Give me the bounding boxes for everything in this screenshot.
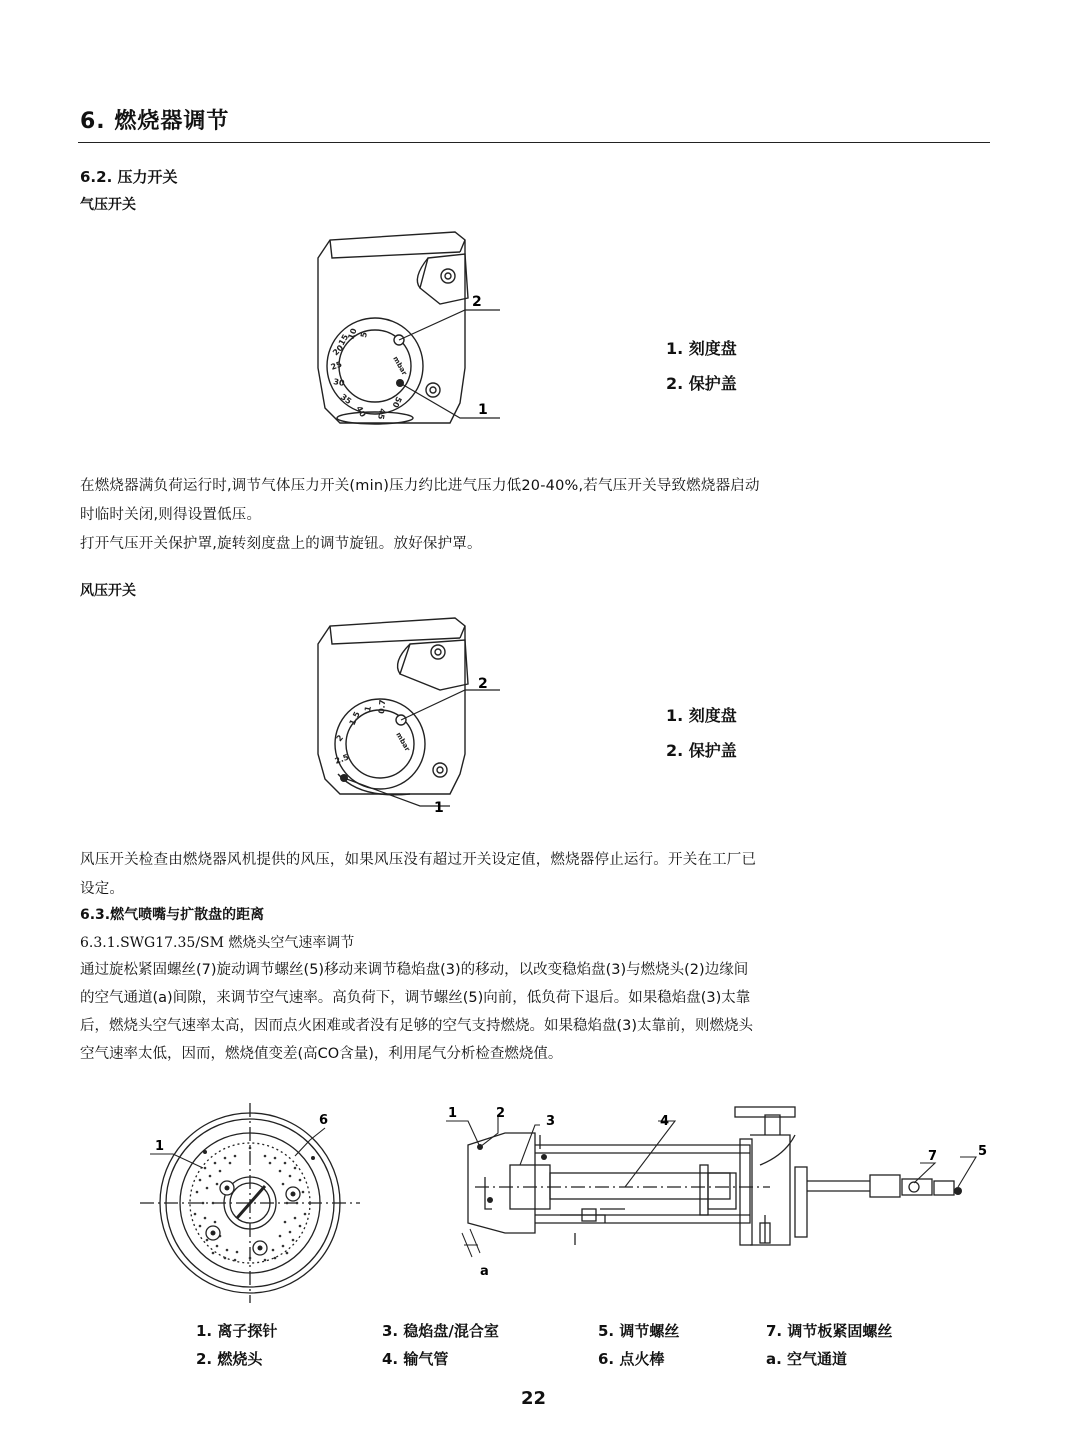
side-view-label-5: 5 (978, 1144, 988, 1159)
burner-side-section-view (440, 1105, 1000, 1285)
caption-item: a. 空气通道 (766, 1350, 848, 1368)
air-dial-tick: 1 (363, 705, 373, 713)
caption-column (382, 1317, 499, 1373)
paragraph-line: 的空气通道(a)间隙，来调节空气速率。高负荷下，调节螺丝(5)向前，低负荷下退后。如果稳焰盘(3)太靠 (80, 990, 751, 1006)
gas-dial-tick: 30 (332, 377, 346, 388)
paragraph-line: 风压开关检查由燃烧器风机提供的风压，如果风压没有超过开关设定值，燃烧器停止运行。开关在工厂已 (80, 852, 757, 868)
caption-item: 5. 调节螺丝 (598, 1322, 680, 1340)
caption-item: 7. 调节板紧固螺丝 (766, 1322, 893, 1340)
caption-item: 4. 输气管 (382, 1350, 449, 1368)
subsection-title-6-3-1: 6.3.1.SWG17.35/SM 燃烧头空气速率调节 (80, 935, 355, 951)
front-view-label-1: 1 (155, 1139, 165, 1154)
caption-column (196, 1317, 277, 1373)
header-rule (78, 142, 990, 143)
gas-dial-tick: 50 (390, 395, 404, 410)
caption-item: 1. 离子探针 (196, 1322, 278, 1340)
air-dial-tick: 0.7 (377, 699, 388, 715)
air-dial-unit: mbar (394, 731, 412, 753)
caption-column (598, 1317, 679, 1373)
side-view-label-a: a (480, 1264, 489, 1279)
gas-dial-tick: 10 (346, 327, 359, 341)
legend-item: 1. 刻度盘 (666, 706, 737, 725)
air-switch-text (80, 846, 756, 904)
caption-item: 3. 稳焰盘/混合室 (382, 1322, 499, 1340)
burner-head-front-view (145, 1108, 355, 1308)
air-dial-tick: 2.5 (333, 752, 351, 766)
side-view-label-4: 4 (660, 1114, 670, 1129)
air-dial-tick: 2 (334, 733, 346, 744)
legend-item: 1. 刻度盘 (666, 339, 737, 358)
air-figure-label-2: 2 (478, 676, 488, 692)
air-switch-legend (666, 703, 737, 773)
gas-switch-legend (666, 336, 737, 406)
gas-dial-unit: mbar (391, 355, 409, 377)
gas-figure-label-2: 2 (472, 294, 482, 310)
air-pressure-switch-figure (300, 604, 520, 824)
paragraph-line: 设定。 (80, 881, 125, 897)
paragraph-line: 在燃烧器满负荷运行时,调节气体压力开关(min)压力约比进气压力低20-40%,若气压开关导致燃烧器启动 (80, 478, 760, 494)
air-figure-label-1: 1 (434, 800, 444, 816)
side-view-label-1: 1 (448, 1106, 458, 1121)
air-rate-text (80, 956, 753, 1068)
side-view-label-7: 7 (928, 1149, 938, 1164)
side-view-label-2: 2 (496, 1106, 506, 1121)
gas-dial-tick: 40 (354, 404, 368, 419)
gas-dial-tick: 35 (338, 392, 354, 407)
gas-dial-tick: 45 (376, 407, 387, 421)
section-title: 6. 燃烧器调节 (80, 109, 230, 134)
gas-switch-title: 气压开关 (80, 197, 136, 213)
gas-pressure-switch-figure (300, 218, 520, 438)
paragraph-line: 时临时关闭,则得设置低压。 (80, 507, 262, 523)
subsection-title-6-3: 6.3.燃气喷嘴与扩散盘的距离 (80, 907, 265, 923)
side-view-label-3: 3 (546, 1114, 556, 1129)
gas-dial-tick: 5 (359, 331, 369, 339)
legend-item: 2. 保护盖 (666, 374, 737, 393)
paragraph-line: 通过旋松紧固螺丝(7)旋动调节螺丝(5)移动来调节稳焰盘(3)的移动，以改变稳焰盘(3)与燃烧头(2)边缘间 (80, 962, 749, 978)
legend-item: 2. 保护盖 (666, 741, 737, 760)
caption-item: 2. 燃烧头 (196, 1350, 263, 1368)
paragraph-line: 后，燃烧头空气速率太高，因而点火困难或者没有足够的空气支持燃烧。如果稳焰盘(3)太靠前，则燃烧头 (80, 1018, 754, 1034)
caption-item: 6. 点火棒 (598, 1350, 665, 1368)
paragraph-line: 打开气压开关保护罩,旋转刻度盘上的调节旋钮。放好保护罩。 (80, 536, 482, 552)
paragraph-line: 空气速率太低，因而，燃烧值变差(高CO含量)，利用尾气分析检查燃烧值。 (80, 1046, 563, 1062)
gas-figure-label-1: 1 (478, 402, 488, 418)
front-view-label-6: 6 (319, 1113, 329, 1128)
air-dial-tick: 1.5 (347, 710, 362, 727)
caption-column (766, 1317, 892, 1373)
subsection-title-6-2: 6.2. 压力开关 (80, 168, 178, 186)
gas-dial-tick: 25 (329, 359, 344, 372)
gas-switch-text (80, 472, 760, 559)
air-switch-title: 风压开关 (80, 583, 136, 599)
page-number: 22 (520, 1388, 547, 1409)
gas-dial-tick: 15 (336, 332, 351, 347)
gas-dial-tick: 20 (331, 343, 346, 358)
